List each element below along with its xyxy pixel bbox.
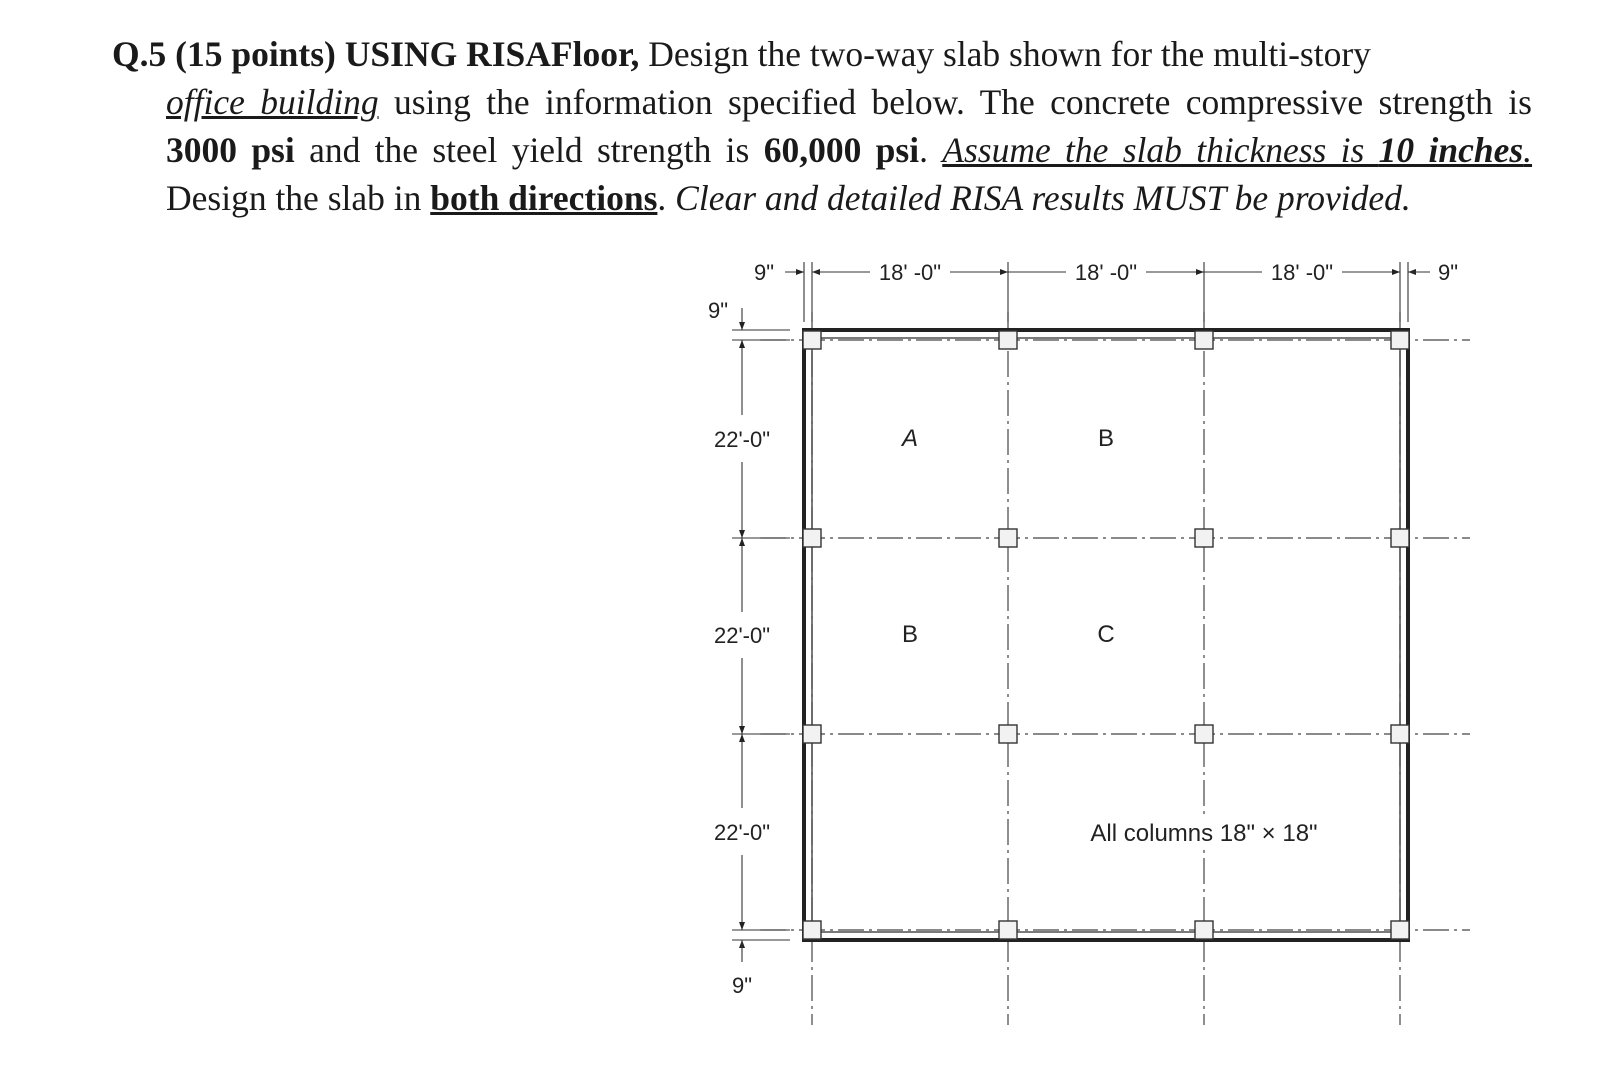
dim-left-span: 22'-0" [713, 427, 771, 452]
dim-left-top-edge: 9" [707, 298, 729, 323]
panel-label: A [901, 425, 919, 452]
column [1391, 921, 1409, 939]
dim-top-left-edge: 9" [753, 260, 775, 285]
column [999, 331, 1017, 349]
dim-top-span: 18' -0" [878, 260, 942, 285]
column-size-note: All columns 18" × 18" [1090, 820, 1318, 847]
column [999, 725, 1017, 743]
question-intro: Design the two-way slab shown for the multi-story [639, 34, 1371, 74]
assumption-text: Assume the slab thickness is [942, 130, 1379, 170]
design-directions: both directions [430, 178, 658, 218]
question-points: (15 points) [175, 34, 336, 74]
dim-left-bottom-edge: 9" [731, 973, 753, 998]
question-mid: and the steel yield strength is [294, 130, 764, 170]
occupancy-type: office building [166, 82, 379, 122]
column [1195, 331, 1213, 349]
column [1195, 921, 1213, 939]
assumption-end: . [1523, 130, 1533, 170]
top-dimensions [754, 260, 1458, 322]
panel-label: B [1097, 425, 1115, 452]
question-dot: . [919, 130, 943, 170]
results-requirement: Clear and detailed RISA results MUST be provided. [666, 178, 1411, 218]
column [1391, 331, 1409, 349]
left-dimensions [708, 298, 790, 998]
dim-left-span: 22'-0" [713, 820, 771, 845]
steel-strength: 60,000 psi [763, 130, 920, 170]
dim-top-right-edge: 9" [1437, 260, 1459, 285]
column [999, 529, 1017, 547]
panel-label: B [901, 621, 919, 648]
column [803, 331, 821, 349]
column [803, 725, 821, 743]
column [999, 921, 1017, 939]
column [1391, 725, 1409, 743]
column [803, 529, 821, 547]
concrete-strength: 3000 psi [166, 130, 295, 170]
question-number: Q.5 [112, 34, 167, 74]
dim-top-span: 18' -0" [1270, 260, 1334, 285]
panel-label: C [1097, 621, 1115, 648]
question-info: using the information specified below. The concrete compressive strength is [378, 82, 1532, 122]
column [803, 921, 821, 939]
slab-thickness: 10 inches [1378, 130, 1524, 170]
column [1195, 725, 1213, 743]
design-prefix: Design the slab in [166, 178, 431, 218]
design-suffix: . [657, 178, 667, 218]
column [1391, 529, 1409, 547]
dim-top-span: 18' -0" [1074, 260, 1138, 285]
dim-left-span: 22'-0" [713, 623, 771, 648]
software-name: USING RISAFloor, [344, 34, 640, 74]
column [1195, 529, 1213, 547]
grid-lines [760, 312, 1470, 1025]
